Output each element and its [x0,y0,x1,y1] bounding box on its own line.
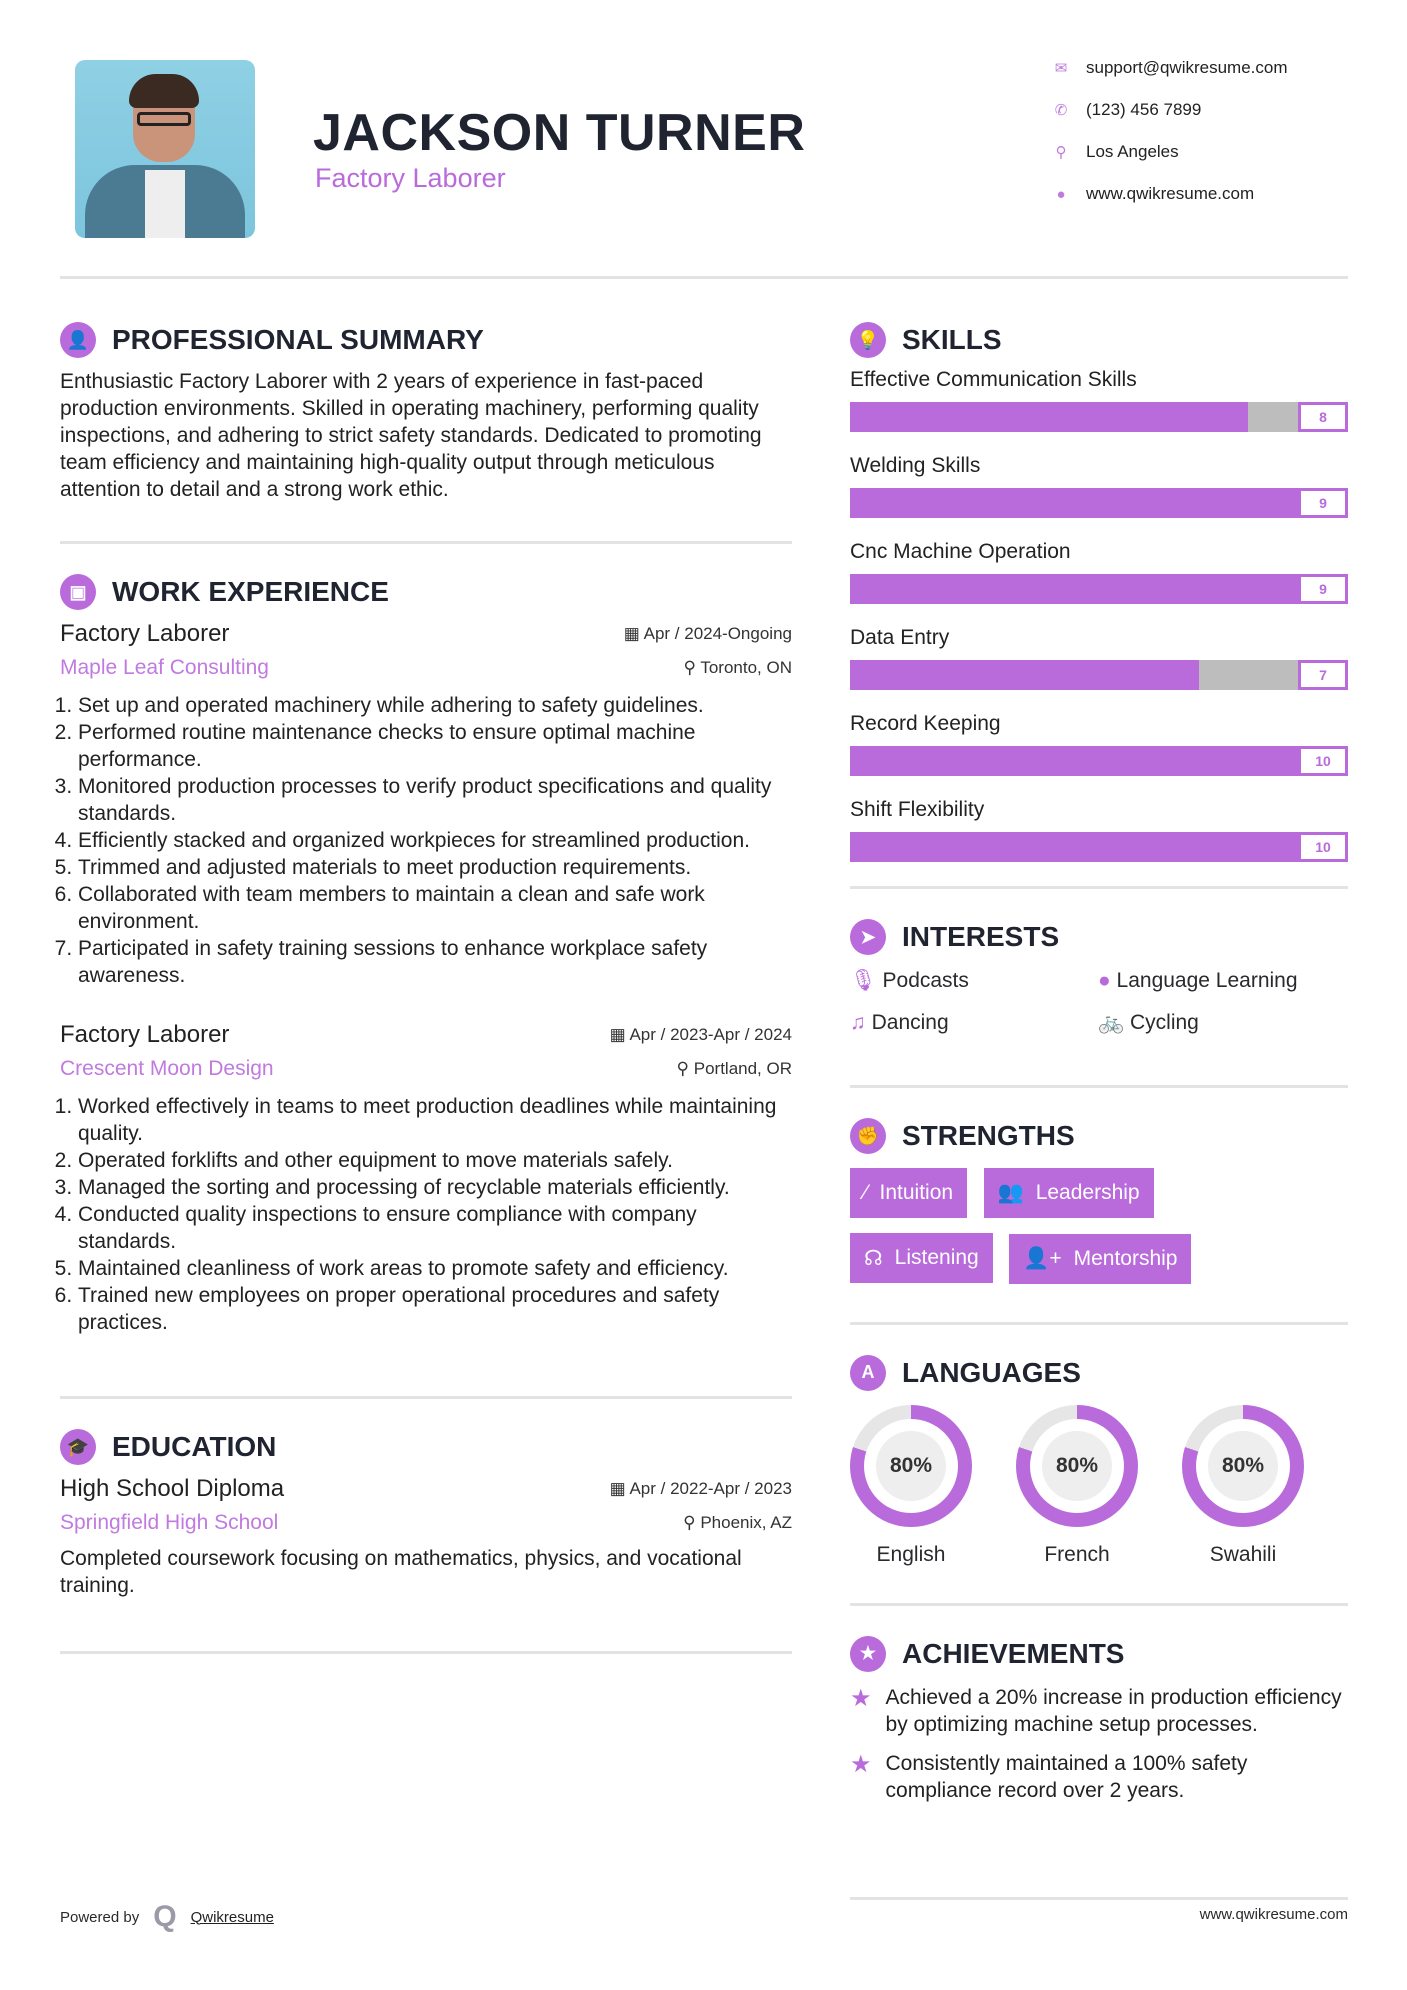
job-entry [60,620,792,989]
footer-powered: Powered by Q Qwikresume [60,1900,274,1933]
skill-bar [850,660,1348,690]
achievements-list [850,1684,1348,1804]
divider [850,1603,1348,1606]
globe-icon: ● [1056,185,1066,203]
map-pin-icon: ⚲ [1055,144,1067,161]
skill-item [850,540,1348,604]
music-note-icon: ♫ [850,1011,866,1034]
skill-bar [850,832,1348,862]
paper-plane-icon: ➤ [850,919,886,955]
edu-location: ⚲ Phoenix, AZ [683,1513,792,1532]
divider [60,1396,792,1399]
contact-location: ⚲ Los Angeles [1052,142,1179,162]
magic-wand-icon: ⁄ [864,1181,868,1204]
lightbulb-icon: 💡 [850,322,886,358]
skill-name: Effective Communication Skills [850,368,1137,391]
skill-item [850,454,1348,518]
phone-icon: ✆ [1054,102,1068,119]
user-icon: 👤 [60,322,96,358]
divider [60,541,792,544]
qwikresume-logo-icon: Q [153,1900,177,1933]
pin-icon: ⚲ [683,1513,701,1532]
calendar-icon: ▦ [609,1479,630,1498]
contact-phone: ✆ (123) 456 7899 [1052,100,1201,120]
bicycle-icon: 🚲 [1098,1011,1125,1034]
calendar-icon: ▦ [609,1025,630,1044]
star-icon: ★ [850,1750,872,1778]
job-title: Factory Laborer [60,620,230,647]
contact-website[interactable]: ● www.qwikresume.com [1052,184,1254,204]
skill-bar [850,746,1348,776]
skills-list [850,368,1348,862]
candidate-name: JACKSON TURNER [313,104,806,162]
interest-item: 🎙 Podcasts [850,969,969,992]
skill-name: Data Entry [850,626,950,649]
language-donut: 80% [1182,1405,1304,1527]
school-name: Springfield High School [60,1511,279,1534]
profile-photo [75,60,255,238]
skill-level: 9 [1298,488,1348,518]
skill-item [850,798,1348,862]
pin-icon: ⚲ [683,658,701,677]
strengths-heading: ✊ STRENGTHS [850,1118,1348,1154]
calendar-icon: ▦ [623,624,644,643]
headphones-icon: ☊ [864,1246,883,1270]
job-duties: 1. Worked effectively in teams to meet production deadlines while maintaining quality. 2. Operated forklifts and other equipment to move materials safely. 3. Managed the sorting and processing of recyclable materials efficiently. 4. Conducted quality inspections to ensure compliance with company standards. 5. Maintained cleanliness of work areas to promote safety and efficiency. 6. Trained new employees on proper operational procedures and safety practices. [60,1093,792,1336]
skill-name: Cnc Machine Operation [850,540,1071,563]
graduation-icon: 🎓 [60,1429,96,1465]
divider [60,276,1348,279]
footer-site[interactable]: www.qwikresume.com [1199,1906,1348,1923]
edu-date: ▦ Apr / 2022-Apr / 2023 [609,1479,792,1498]
job-date: ▦ Apr / 2023-Apr / 2024 [609,1025,792,1044]
job-date: ▦ Apr / 2024-Ongoing [623,624,792,643]
skill-level: 10 [1298,832,1348,862]
skill-bar [850,402,1348,432]
briefcase-icon: ▣ [60,574,96,610]
skill-item [850,712,1348,776]
job-location: ⚲ Portland, OR [676,1059,792,1078]
skill-name: Record Keeping [850,712,1001,735]
job-location: ⚲ Toronto, ON [683,658,792,677]
skill-item [850,368,1348,432]
achievement-item: ★ Consistently maintained a 100% safety compliance record over 2 years. [850,1750,1248,1802]
divider [850,1085,1348,1088]
skill-level: 8 [1298,402,1348,432]
globe-icon: ● [1098,969,1111,992]
skill-bar [850,488,1348,518]
languages-list [850,1405,1348,1567]
education-text: Completed coursework focusing on mathematics, physics, and vocational training. [60,1547,742,1597]
education-heading: 🎓 EDUCATION [60,1429,792,1465]
skill-level: 10 [1298,746,1348,776]
divider [850,1322,1348,1325]
interest-item: 🚲 Cycling [1098,1011,1199,1034]
strengths-list [850,1168,1348,1284]
skill-name: Welding Skills [850,454,981,477]
skills-heading: 💡 SKILLS [850,322,1348,358]
interest-item: ● Language Learning [1098,969,1298,992]
degree: High School Diploma [60,1475,285,1502]
translate-icon: A [850,1355,886,1391]
user-plus-icon: 👤+ [1023,1246,1062,1270]
strength-tag: 👥 Leadership [984,1168,1154,1218]
star-icon: ★ [850,1684,872,1712]
divider [60,1651,792,1654]
candidate-role: Factory Laborer [315,163,506,193]
divider [850,1897,1348,1900]
interests-heading: ➤ INTERESTS [850,919,1348,955]
summary-heading: 👤 PROFESSIONAL SUMMARY [60,322,792,358]
achievement-item: ★ Achieved a 20% increase in production efficiency by optimizing machine setup processes. [850,1684,1342,1736]
language-donut: 80% [1016,1405,1138,1527]
languages-heading: A LANGUAGES [850,1355,1348,1391]
contact-email[interactable]: ✉ support@qwikresume.com [1052,58,1288,78]
skill-item [850,626,1348,690]
company-name: Crescent Moon Design [60,1057,274,1080]
qwikresume-link[interactable]: Qwikresume [190,1908,274,1926]
interests-list [850,969,1348,1035]
skill-name: Shift Flexibility [850,798,985,821]
language-item: 80% Swahili [1182,1405,1304,1567]
strength-tag: 👤+ Mentorship [1009,1234,1191,1284]
language-item: 80% English [850,1405,972,1567]
language-item: 80% French [1016,1405,1138,1567]
skill-level: 9 [1298,574,1348,604]
microphone-icon: 🎙 [850,969,877,992]
language-donut: 80% [850,1405,972,1527]
pin-icon: ⚲ [676,1059,694,1078]
job-duties: 1. Set up and operated machinery while adhering to safety guidelines. 2. Performed routine maintenance checks to ensure optimal machine performance. 3. Monitored production processes to verify product specifications and quality standards. 4. Efficiently stacked and organized workpieces for streamlined production. 5. Trimmed and adjusted materials to meet production requirements. 6. Collaborated with team members to maintain a clean and safe work environment. 7. Participated in safety training sessions to enhance workplace safety awareness. [60,692,792,989]
divider [850,886,1348,889]
experience-heading: ▣ WORK EXPERIENCE [60,574,792,610]
skill-level: 7 [1298,660,1348,690]
strength-tag: ⁄ Intuition [850,1168,967,1218]
fist-icon: ✊ [850,1118,886,1154]
job-entry [60,1021,792,1336]
skill-bar [850,574,1348,604]
job-title: Factory Laborer [60,1021,230,1048]
star-badge-icon: ★ [850,1636,886,1672]
envelope-icon: ✉ [1054,60,1068,77]
achievements-heading: ★ ACHIEVEMENTS [850,1636,1348,1672]
summary-text: Enthusiastic Factory Laborer with 2 years of experience in fast-paced production environments. Skilled in operating machinery, performing quality inspections, and adhering to strict safety standards. Dedicated to promoting team efficiency and maintaining high-quality output through meticulous attention to detail and a strong work ethic. [60,370,762,501]
strength-tag: ☊ Listening [850,1233,993,1283]
company-name: Maple Leaf Consulting [60,656,269,679]
interest-item: ♫ Dancing [850,1011,949,1034]
users-icon: 👥 [997,1181,1024,1204]
